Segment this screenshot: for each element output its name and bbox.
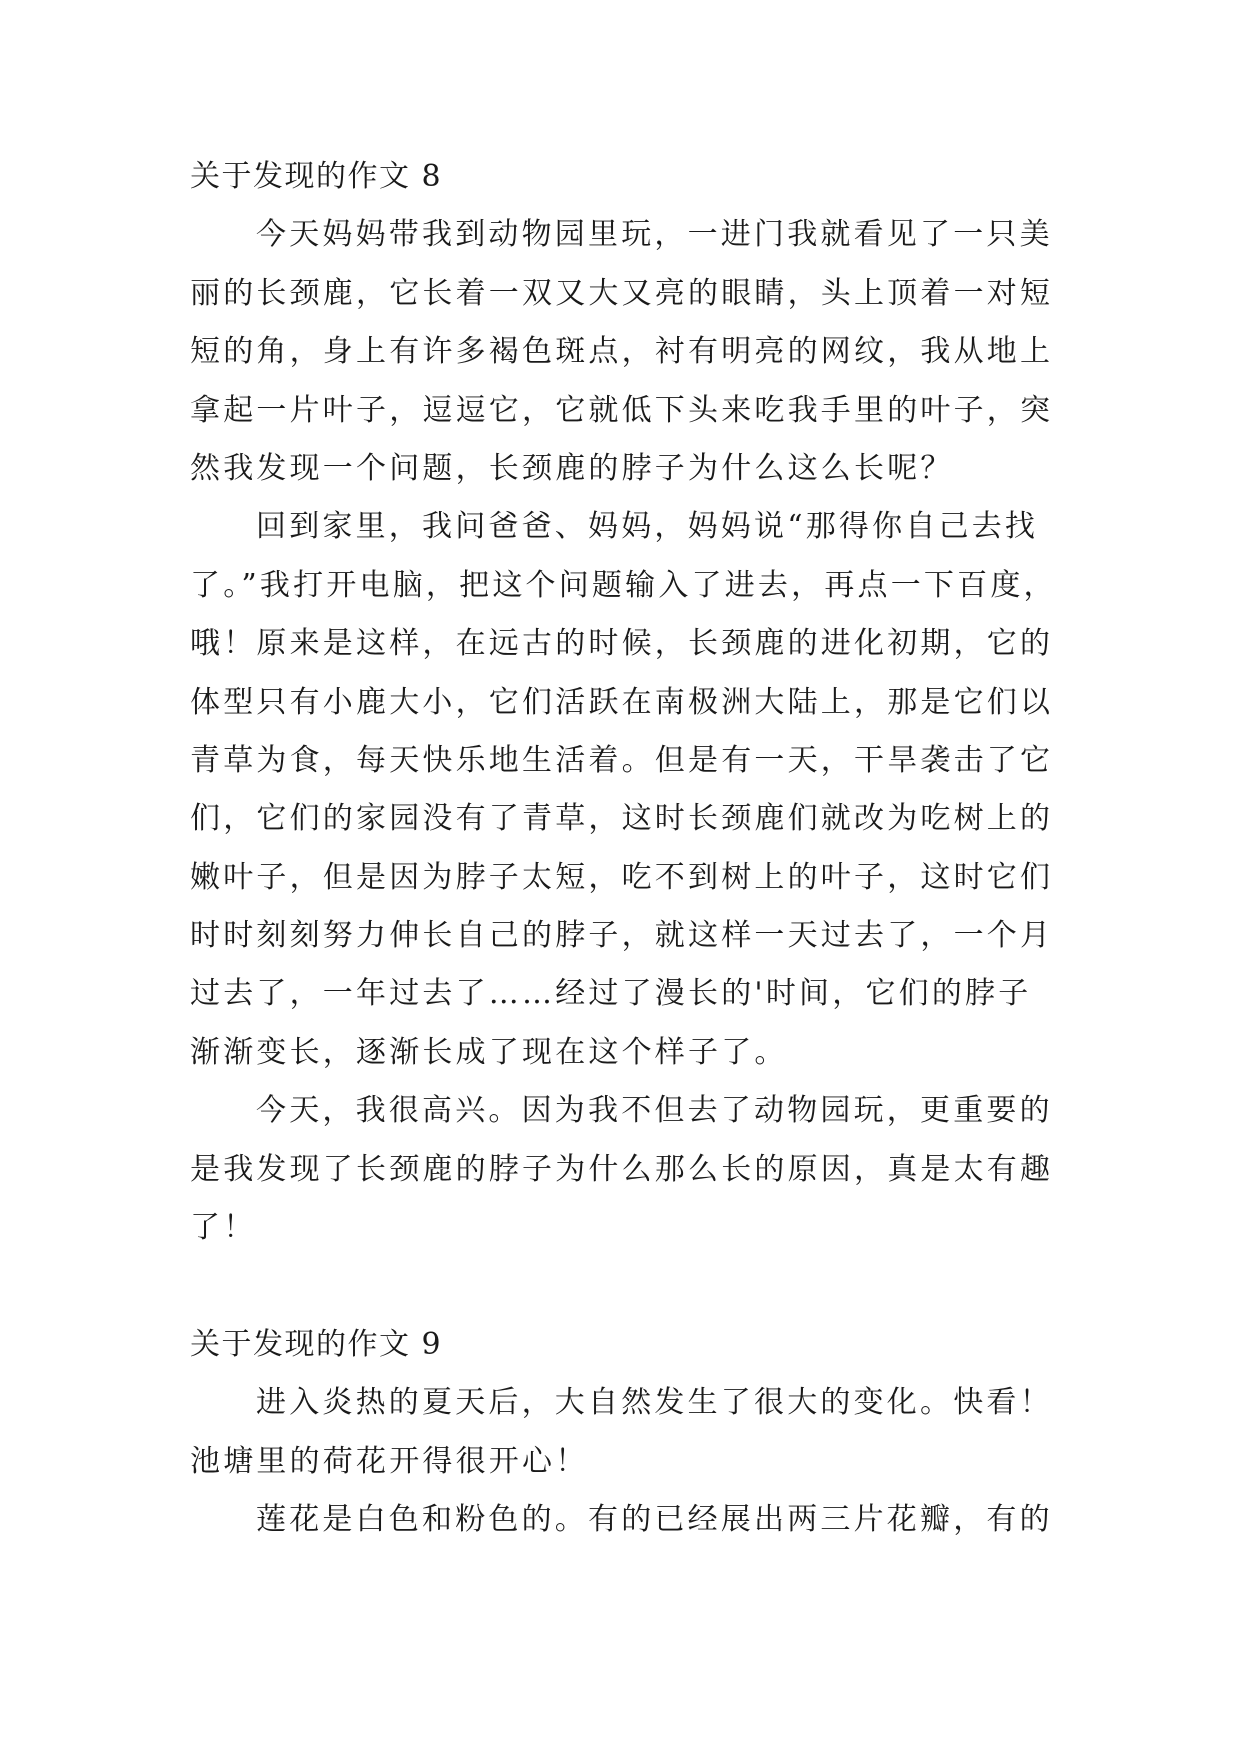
paragraph-line: 池塘里的荷花开得很开心！ [190, 1443, 589, 1479]
paragraph-line: 然我发现一个问题，长颈鹿的脖子为什么这么长呢？ [190, 450, 954, 486]
paragraph-line: 进入炎热的夏天后，大自然发生了很大的变化。快看！ [256, 1385, 1053, 1421]
paragraph-line: 时时刻刻努力伸长自己的脖子，就这样一天过去了，一个月 [190, 918, 1054, 954]
paragraph-line: 今天妈妈带我到动物园里玩，一进门我就看见了一只美 [256, 217, 1053, 253]
paragraph-line: 今天，我很高兴。因为我不但去了动物园玩，更重要的 [256, 1093, 1053, 1129]
paragraph-line: 了！ [190, 1210, 257, 1246]
paragraph-line: 莲花是白色和粉色的。有的已经展出两三片花瓣，有的 [256, 1502, 1053, 1538]
paragraph-line: 体型只有小鹿大小，它们活跃在南极洲大陆上，那是它们以 [190, 684, 1054, 720]
paragraph-line: 短的角，身上有许多褐色斑点，衬有明亮的网纹，我从地上 [190, 334, 1054, 370]
essay-section-8 [190, 148, 1057, 1257]
section-title: 关于发现的作文 8 [190, 159, 443, 194]
paragraph-line: 渐渐变长，逐渐长成了现在这个样子了。 [190, 1034, 788, 1070]
paragraph-line: 嫩叶子，但是因为脖子太短，吃不到树上的叶子，这时它们 [190, 859, 1054, 895]
section-title: 关于发现的作文 9 [190, 1327, 443, 1362]
paragraph-line: 回到家里，我问爸爸、妈妈，妈妈说“那得你自己去找 [256, 509, 1039, 545]
paragraph-line: 过去了，一年过去了……经过了漫长的'时间，它们的脖子 [190, 976, 1032, 1012]
paragraph-line: 拿起一片叶子，逗逗它，它就低下头来吃我手里的叶子，突 [190, 392, 1054, 428]
paragraph-line: 是我发现了长颈鹿的脖子为什么那么长的原因，真是太有趣 [190, 1151, 1054, 1187]
paragraph-line: 哦！原来是这样，在远古的时候，长颈鹿的进化初期，它的 [190, 626, 1054, 662]
paragraph-line: 了。”我打开电脑，把这个问题输入了进去，再点一下百度， [190, 567, 1057, 603]
paragraph-line: 们，它们的家园没有了青草，这时长颈鹿们就改为吃树上的 [190, 801, 1054, 837]
paragraph-line: 丽的长颈鹿，它长着一双又大又亮的眼睛，头上顶着一对短 [190, 275, 1054, 311]
paragraph-line: 青草为食，每天快乐地生活着。但是有一天，干旱袭击了它 [190, 742, 1054, 778]
essay-section-9 [190, 1316, 1053, 1550]
